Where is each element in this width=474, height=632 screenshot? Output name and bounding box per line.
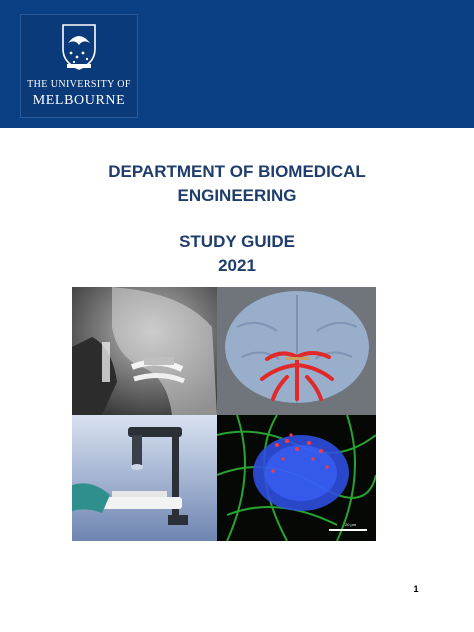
title-line2: ENGINEERING bbox=[177, 186, 297, 205]
logo-text-line2: MELBOURNE bbox=[32, 93, 126, 108]
title-line3: STUDY GUIDE bbox=[179, 232, 295, 251]
university-crest-icon bbox=[59, 21, 99, 71]
brain-vessels-image bbox=[217, 287, 376, 415]
title-year: 2021 bbox=[218, 256, 256, 275]
page-number: 1 bbox=[413, 584, 419, 594]
image-collage bbox=[72, 287, 376, 541]
department-title bbox=[0, 160, 474, 208]
skull-xray-image bbox=[72, 287, 217, 415]
university-logo[interactable] bbox=[20, 14, 138, 118]
guide-title bbox=[0, 230, 474, 278]
scale-bar-label: 20 µm bbox=[345, 522, 357, 527]
header-banner bbox=[0, 0, 474, 128]
microscope-image bbox=[72, 415, 217, 541]
cell-fluorescence-image bbox=[217, 415, 376, 541]
title-line1: DEPARTMENT OF BIOMEDICAL bbox=[108, 162, 366, 181]
logo-text-line1: THE UNIVERSITY OF bbox=[27, 79, 131, 90]
